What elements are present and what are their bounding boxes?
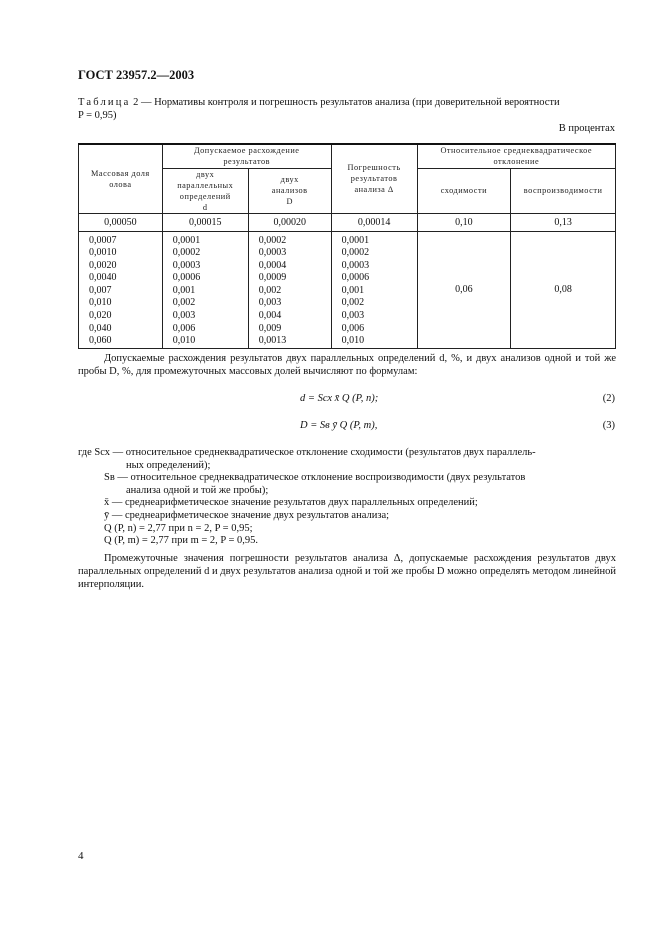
col-error-header: Погрешность результатов анализа Δ bbox=[331, 144, 417, 213]
units-label: В процентах bbox=[558, 123, 615, 134]
definition-item: ȳ — среднеарифметическое значение двух результатов анализа; bbox=[104, 509, 390, 521]
col-repro-header: воспроизводимости bbox=[511, 168, 616, 213]
caption-text: — Нормативы контроля и погрешность результатов анализа (при доверительной вероятности bbox=[140, 97, 560, 108]
cell-conv: 0,10 bbox=[417, 213, 511, 231]
definition-item: Q (P, n) = 2,77 при n = 2, P = 0,95; bbox=[104, 522, 253, 534]
formula-d-number: (2) bbox=[602, 393, 615, 404]
cell-err-list: 0,0001 0,0002 0,0003 0,0006 0,001 0,002 0,003 0,006 0,010 bbox=[331, 231, 417, 348]
cell-repro-2: 0,08 bbox=[511, 231, 616, 348]
cell-mass: 0,00050 bbox=[79, 213, 163, 231]
formula-d: d = Sсх x̄ Q (P, n); bbox=[300, 393, 379, 404]
cell-err: 0,00014 bbox=[331, 213, 417, 231]
definition-item: x̄ — среднеарифметическое значение результатов двух параллельных определений; bbox=[104, 497, 478, 509]
cell-D: 0,00020 bbox=[248, 213, 331, 231]
definition-item: Q (P, m) = 2,77 при m = 2, P = 0,95. bbox=[104, 535, 259, 547]
col-mass-header: Массовая доля олова bbox=[79, 144, 163, 213]
col-rel-header: Относительное среднеквадратическое отклонение bbox=[417, 144, 615, 168]
page-number: 4 bbox=[78, 850, 84, 862]
cell-conv-2: 0,06 bbox=[417, 231, 511, 348]
definitions-list bbox=[78, 447, 618, 548]
definition-item: где Sсх — относительное среднеквадратическое отклонение сходимости (результатов двух параллель- bbox=[78, 447, 536, 458]
table-row bbox=[79, 231, 616, 348]
document-header: ГОСТ 23957.2—2003 bbox=[78, 68, 195, 82]
table-caption bbox=[78, 96, 618, 122]
norms-table bbox=[78, 143, 616, 349]
caption-text-2: P = 0,95) bbox=[78, 110, 117, 121]
table-row bbox=[79, 213, 616, 231]
caption-label: Таблица bbox=[78, 97, 131, 108]
cell-mass-list: 0,0007 0,0010 0,0020 0,0040 0,007 0,010 0,020 0,040 0,060 bbox=[79, 231, 163, 348]
formula-D: D = Sв ȳ Q (P, m), bbox=[300, 420, 378, 431]
col-allow-D-header: двух анализов D bbox=[248, 168, 331, 213]
definition-item-cont: анализа одной и той же пробы); bbox=[126, 484, 269, 496]
cell-D-list: 0,0002 0,0003 0,0004 0,0009 0,002 0,003 0,004 0,009 0,0013 bbox=[248, 231, 331, 348]
cell-repro: 0,13 bbox=[511, 213, 616, 231]
paragraph-interpolation: Промежуточные значения погрешности результатов анализа Δ, допускаемые расхождения результатов двух параллельных определений d и двух результатов анализа одной и той же пробы D можно определять методом линейной интерполяции. bbox=[78, 553, 616, 591]
cell-d-list: 0,0001 0,0002 0,0003 0,0006 0,001 0,002 0,003 0,006 0,010 bbox=[162, 231, 248, 348]
cell-d: 0,00015 bbox=[162, 213, 248, 231]
definition-item: Sв — относительное среднеквадратическое отклонение воспроизводимости (двух результатов bbox=[104, 472, 526, 484]
paragraph-formulas-intro: Допускаемые расхождения результатов двух параллельных определений d, %, и двух анализов одной и той же пробы D, %, для промежуточных массовых долей вычисляют по формулам: bbox=[78, 353, 616, 378]
formula-D-number: (3) bbox=[602, 420, 615, 431]
col-conv-header: сходимости bbox=[417, 168, 511, 213]
col-allow-header: Допускаемое расхождение результатов bbox=[162, 144, 331, 168]
col-allow-d-header: двух параллельных определений d bbox=[162, 168, 248, 213]
caption-number: 2 bbox=[133, 97, 139, 108]
definition-item-cont: ных определений); bbox=[126, 459, 211, 471]
